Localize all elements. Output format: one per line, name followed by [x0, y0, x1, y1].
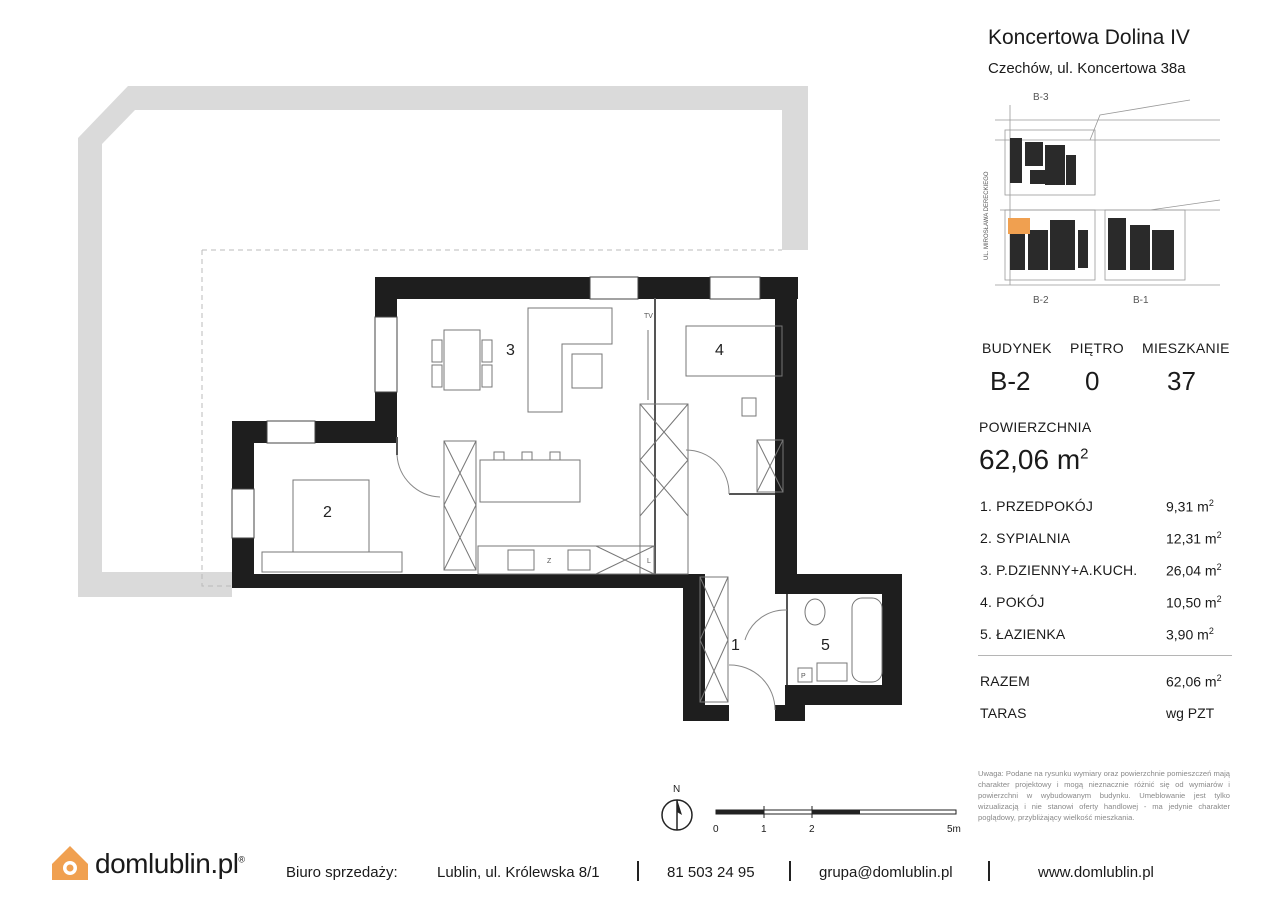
- area-value: 62,06 $m^2$: [979, 444, 1089, 475]
- terrace-value: wg PZT: [1166, 705, 1215, 721]
- room-5-area: 3,90 $m^2$: [1166, 626, 1214, 643]
- room-number-5: 5: [821, 637, 830, 654]
- fridge-label: Z: [547, 558, 552, 565]
- scale-tick-5m: 5m: [947, 824, 961, 835]
- building-label: BUDYNEK: [982, 340, 1052, 356]
- scale-tick-1: 1: [761, 824, 767, 835]
- room-number-3: 3: [506, 342, 515, 359]
- scale-tick-2: 2: [809, 824, 815, 835]
- tv-label: TV: [644, 313, 653, 320]
- room-4-area: 10,50 $m^2$: [1166, 594, 1222, 611]
- house-logo-icon: [50, 842, 90, 882]
- website-link[interactable]: www.domlublin.pl: [1038, 864, 1154, 881]
- scale-tick-0: 0: [713, 824, 719, 835]
- total-label: RAZEM: [980, 673, 1030, 689]
- floor-label: PIĘTRO: [1070, 340, 1124, 356]
- siteplan-label-b3: B-3: [1033, 92, 1049, 103]
- total-value: 62,06 $m^2$: [1166, 673, 1222, 690]
- footer-separator: [637, 861, 639, 881]
- site-plan: [984, 92, 1220, 306]
- room-4-name: 4. POKÓJ: [980, 594, 1045, 610]
- footer-separator: [988, 861, 990, 881]
- compass-icon: [662, 784, 692, 830]
- room-2-area: 12,31 $m^2$: [1166, 530, 1222, 547]
- office-address: Lublin, ul. Królewska 8/1: [437, 864, 600, 881]
- terrace-label: TARAS: [980, 705, 1027, 721]
- phone-number[interactable]: 81 503 24 95: [667, 864, 755, 881]
- unit-label: MIESZKANIE: [1142, 340, 1230, 356]
- unit-value: 37: [1167, 366, 1196, 396]
- dishwasher-label: L: [647, 558, 651, 565]
- email-link[interactable]: grupa@domlublin.pl: [819, 864, 953, 881]
- room-number-4: 4: [715, 342, 724, 359]
- footer-separator: [789, 861, 791, 881]
- room-3-area: 26,04 $m^2$: [1166, 562, 1222, 579]
- disclaimer-note: Uwaga: Podane na rysunku wymiary oraz powierzchnie pomieszczeń mają charakter projektowy i mogą nieznacznie różnić się od wymiarów i powierzchni w wybudowanym budynku. Umeblowanie jest tylko wizualizacją i nie stanowi oferty handlowej - ma jedynie charakter poglądowy, przybliżający wielkość mieszkania.: [978, 769, 1230, 822]
- floor-value: 0: [1085, 366, 1100, 396]
- room-2-name: 2. SYPIALNIA: [980, 530, 1071, 546]
- room-5-name: 5. ŁAZIENKA: [980, 626, 1066, 642]
- project-address: Czechów, ul. Koncertowa 38a: [988, 60, 1186, 77]
- brand-logo: domlublin.pl®: [95, 848, 245, 879]
- area-label: POWIERZCHNIA: [979, 419, 1092, 435]
- unit-highlight: [1008, 218, 1030, 234]
- divider: [978, 655, 1232, 656]
- washer-label: P: [801, 673, 806, 680]
- room-1-area: 9,31 $m^2$: [1166, 498, 1214, 515]
- project-name: Koncertowa Dolina IV: [988, 26, 1190, 49]
- room-number-1: 1: [731, 637, 740, 654]
- office-label: Biuro sprzedaży:: [286, 864, 398, 881]
- compass-north: N: [673, 784, 681, 795]
- siteplan-label-b2: B-2: [1033, 295, 1049, 306]
- siteplan-label-b1: B-1: [1133, 295, 1149, 306]
- street-label: UL. MIROSŁAWA DERECKIEGO: [984, 171, 990, 260]
- building-value: B-2: [990, 366, 1031, 396]
- scale-bar: [716, 806, 956, 818]
- room-number-2: 2: [323, 504, 332, 521]
- room-1-name: 1. PRZEDPOKÓJ: [980, 498, 1094, 514]
- room-3-name: 3. P.DZIENNY+A.KUCH.: [980, 562, 1138, 578]
